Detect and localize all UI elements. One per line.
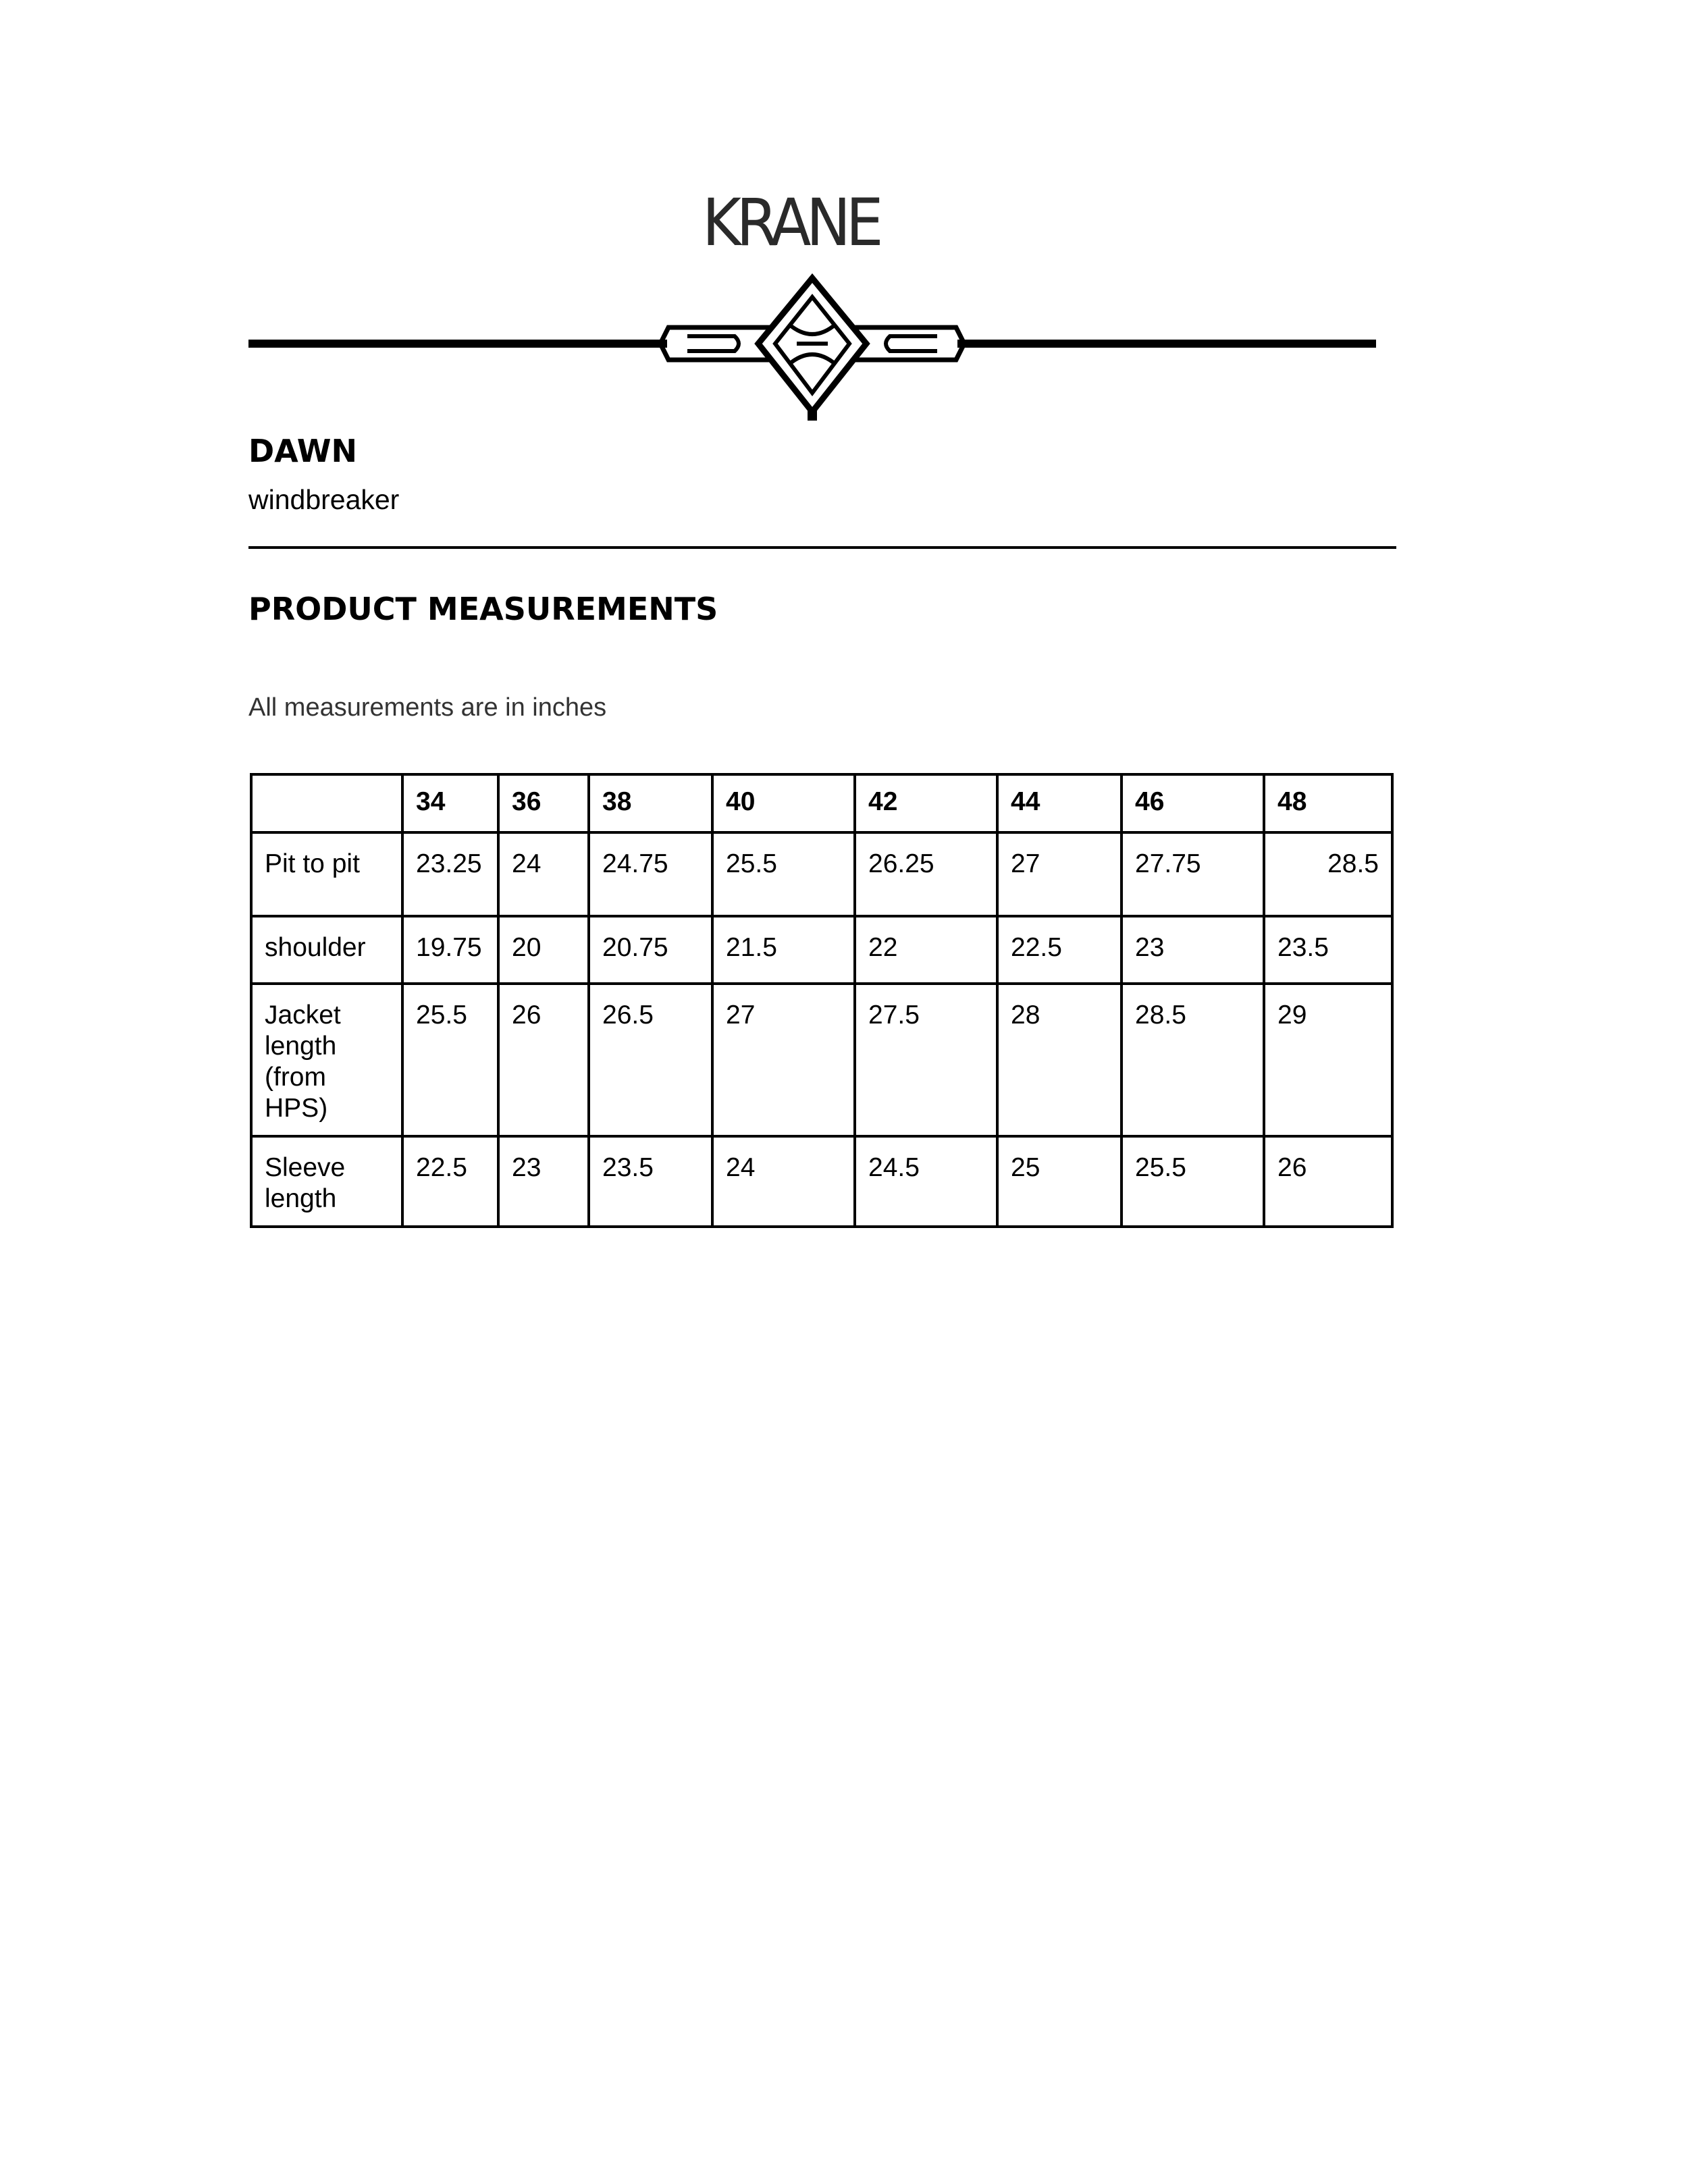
table-cell: 27.75	[1122, 832, 1264, 916]
table-cell: 29	[1264, 984, 1392, 1136]
table-cell: 23	[1122, 916, 1264, 984]
table-cell: 22	[855, 916, 997, 984]
row-label: Pit to pit	[251, 832, 402, 916]
table-cell: 28.5	[1122, 984, 1264, 1136]
table-cell: 26	[1264, 1136, 1392, 1227]
table-cell: 23.5	[589, 1136, 712, 1227]
row-label: Sleeve length	[251, 1136, 402, 1227]
table-cell: 22.5	[997, 916, 1122, 984]
size-header-cell: 46	[1122, 774, 1264, 832]
table-cell: 24	[498, 832, 589, 916]
table-cell: 24.75	[589, 832, 712, 916]
table-cell: 20	[498, 916, 589, 984]
size-header-cell: 48	[1264, 774, 1392, 832]
table-cell: 24	[712, 1136, 855, 1227]
table-cell: 21.5	[712, 916, 855, 984]
size-header-cell: 44	[997, 774, 1122, 832]
brand-ornament-icon	[248, 270, 1376, 425]
size-header-cell: 36	[498, 774, 589, 832]
table-cell: 26	[498, 984, 589, 1136]
table-cell: 26.5	[589, 984, 712, 1136]
measurements-table	[250, 773, 1394, 1228]
size-header-cell: 34	[402, 774, 498, 832]
product-name: DAWN	[248, 433, 357, 469]
size-header-cell: 40	[712, 774, 855, 832]
table-row-sleeve-length	[251, 1136, 1392, 1227]
table-cell: 27.5	[855, 984, 997, 1136]
table-cell: 25.5	[712, 832, 855, 916]
size-header-cell: 38	[589, 774, 712, 832]
table-cell: 20.75	[589, 916, 712, 984]
table-row-pit-to-pit	[251, 832, 1392, 916]
product-type: windbreaker	[248, 484, 400, 515]
brand-logo-text: KRANE	[702, 185, 879, 261]
table-cell: 26.25	[855, 832, 997, 916]
table-cell: 23	[498, 1136, 589, 1227]
row-label: Jacket length (from HPS)	[251, 984, 402, 1136]
table-cell: 22.5	[402, 1136, 498, 1227]
units-note: All measurements are in inches	[248, 693, 607, 722]
size-header-cell: 42	[855, 774, 997, 832]
table-cell: 25.5	[402, 984, 498, 1136]
table-cell: 27	[712, 984, 855, 1136]
table-cell: 19.75	[402, 916, 498, 984]
table-cell: 27	[997, 832, 1122, 916]
table-cell: 28	[997, 984, 1122, 1136]
header-corner-cell	[251, 774, 402, 832]
table-row-jacket-length	[251, 984, 1392, 1136]
row-label: shoulder	[251, 916, 402, 984]
table-row-shoulder	[251, 916, 1392, 984]
table-cell: 28.5	[1264, 832, 1392, 916]
table-cell: 24.5	[855, 1136, 997, 1227]
size-header-row	[251, 774, 1392, 832]
table-cell: 25	[997, 1136, 1122, 1227]
table-cell: 23.25	[402, 832, 498, 916]
table-cell: 23.5	[1264, 916, 1392, 984]
divider-rule	[248, 546, 1396, 549]
table-cell: 25.5	[1122, 1136, 1264, 1227]
section-title: PRODUCT MEASUREMENTS	[248, 591, 718, 627]
